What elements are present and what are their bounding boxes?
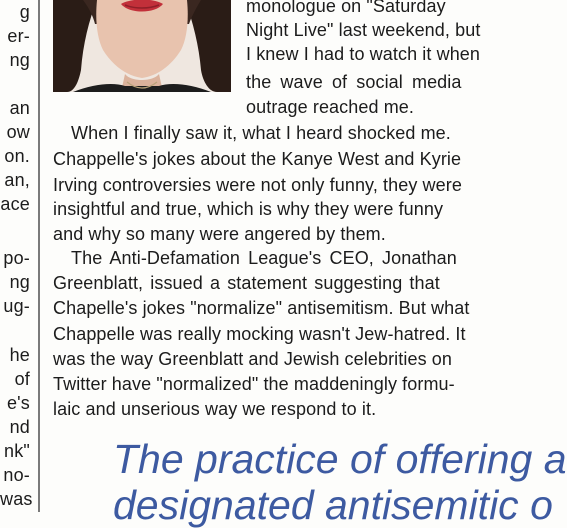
left-fragment: er- [7, 26, 30, 46]
intro-line: I knew I had to watch it when [246, 44, 481, 64]
left-fragment: an, [4, 170, 30, 190]
left-fragment: ng [9, 50, 30, 70]
left-fragment: po- [3, 248, 30, 268]
paragraph-2-line: was the way Greenblatt and Jewish celebrities on [53, 349, 453, 369]
left-fragment: ace [0, 194, 30, 214]
left-fragment: was [0, 489, 33, 509]
left-fragment: g [19, 2, 30, 22]
paragraph-2-line: Twitter have "normalized" the maddeningly formu- [53, 374, 455, 394]
left-fragment: of [14, 369, 30, 389]
paragraph-1-line: insightful and true, which is why they were funny [53, 199, 444, 219]
paragraph-2-line: Greenblatt, issued a statement suggesting that [53, 273, 440, 293]
left-fragment: an [9, 98, 30, 118]
column-divider [38, 0, 40, 512]
paragraph-1-line: and why so many were angered by them. [53, 224, 386, 244]
left-column-fragments [0, 0, 33, 512]
left-fragment: ng [9, 272, 30, 292]
intro-line: Night Live" last weekend, but [246, 20, 481, 40]
intro-line: the wave of social media [246, 72, 462, 92]
left-fragment: no- [3, 465, 30, 485]
paragraph-2-line: The Anti-Defamation League's CEO, Jonathan [71, 248, 457, 268]
intro-line: outrage reached me. [246, 97, 415, 117]
left-fragment: he [9, 345, 30, 365]
paragraph-1-line: Chappelle's jokes about the Kanye West and Kyrie [53, 149, 462, 169]
pull-quote-line: designated antisemitic o [113, 482, 553, 528]
paragraph-1-line: Irving controversies were not only funny, they were [53, 175, 462, 195]
left-fragment: on. [4, 146, 30, 166]
paragraph-2-line: laic and unserious way we respond to it. [53, 399, 377, 419]
intro-line: monologue on "Saturday [246, 0, 446, 16]
left-fragment: nd [9, 417, 30, 437]
pull-quote-line: The practice of offering a [113, 436, 567, 482]
left-fragment: ow [6, 122, 30, 142]
left-fragment: nk" [3, 441, 30, 461]
paragraph-2-line: Chappelle was really mocking wasn't Jew-hatred. It [53, 324, 466, 344]
pull-quote [113, 436, 567, 528]
portrait-image [53, 0, 231, 92]
paragraph-1-line: When I finally saw it, what I heard shocked me. [71, 123, 451, 143]
author-photo [53, 0, 231, 92]
left-fragment: ug- [3, 296, 30, 316]
paragraph-2-line: Chapelle's jokes "normalize" antisemitism. But what [53, 298, 470, 318]
left-fragment: e's [6, 393, 30, 413]
